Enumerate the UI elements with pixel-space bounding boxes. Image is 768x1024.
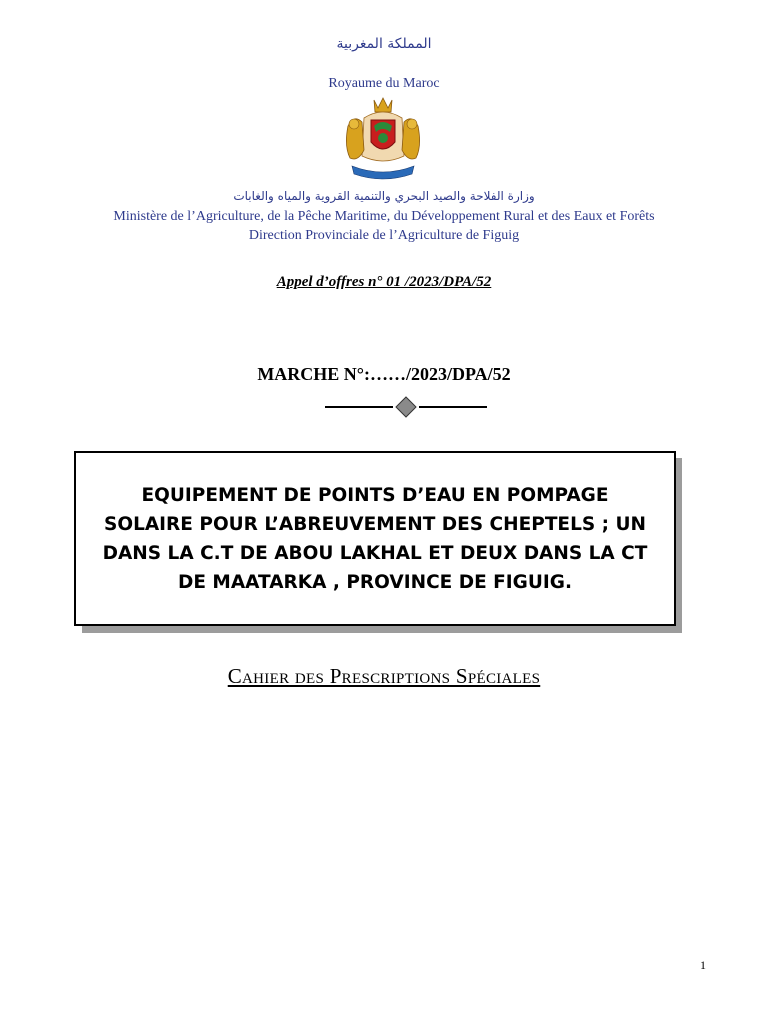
kingdom-title: Royaume du Maroc bbox=[328, 76, 440, 91]
document-type-title: Cahier des Prescriptions Spéciales bbox=[227, 664, 541, 688]
project-title: EQUIPEMENT DE POINTS D’EAU EN POMPAGE SOLAIRE POUR L’ABREUVEMENT DES CHEPTELS ; UN DANS LA C.T DE ABOU LAKHAL ET DEUX DANS LA CT DE MAATARKA , PROVINCE DE FIGUIG. bbox=[102, 484, 648, 593]
page-number: 1 bbox=[700, 958, 706, 972]
arabic-kingdom-title: المملكة المغربية bbox=[336, 36, 432, 52]
direction-title: Direction Provinciale de l’Agriculture de Figuig bbox=[248, 228, 520, 243]
divider-ornament-icon bbox=[325, 396, 487, 418]
moroccan-coat-of-arms-icon bbox=[342, 96, 424, 182]
project-title-box bbox=[74, 451, 676, 626]
contract-number: MARCHE N°:……/2023/DPA/52 bbox=[257, 364, 511, 384]
ministry-title: Ministère de l’Agriculture, de la Pêche Maritime, du Développement Rural et des Eaux et Forêts bbox=[113, 209, 655, 224]
arabic-ministry-title: وزارة الفلاحة والصيد البحري والتنمية القروية والمياه والغابات bbox=[233, 189, 535, 203]
tender-reference: Appel d’offres n° 01 /2023/DPA/52 bbox=[276, 274, 492, 290]
